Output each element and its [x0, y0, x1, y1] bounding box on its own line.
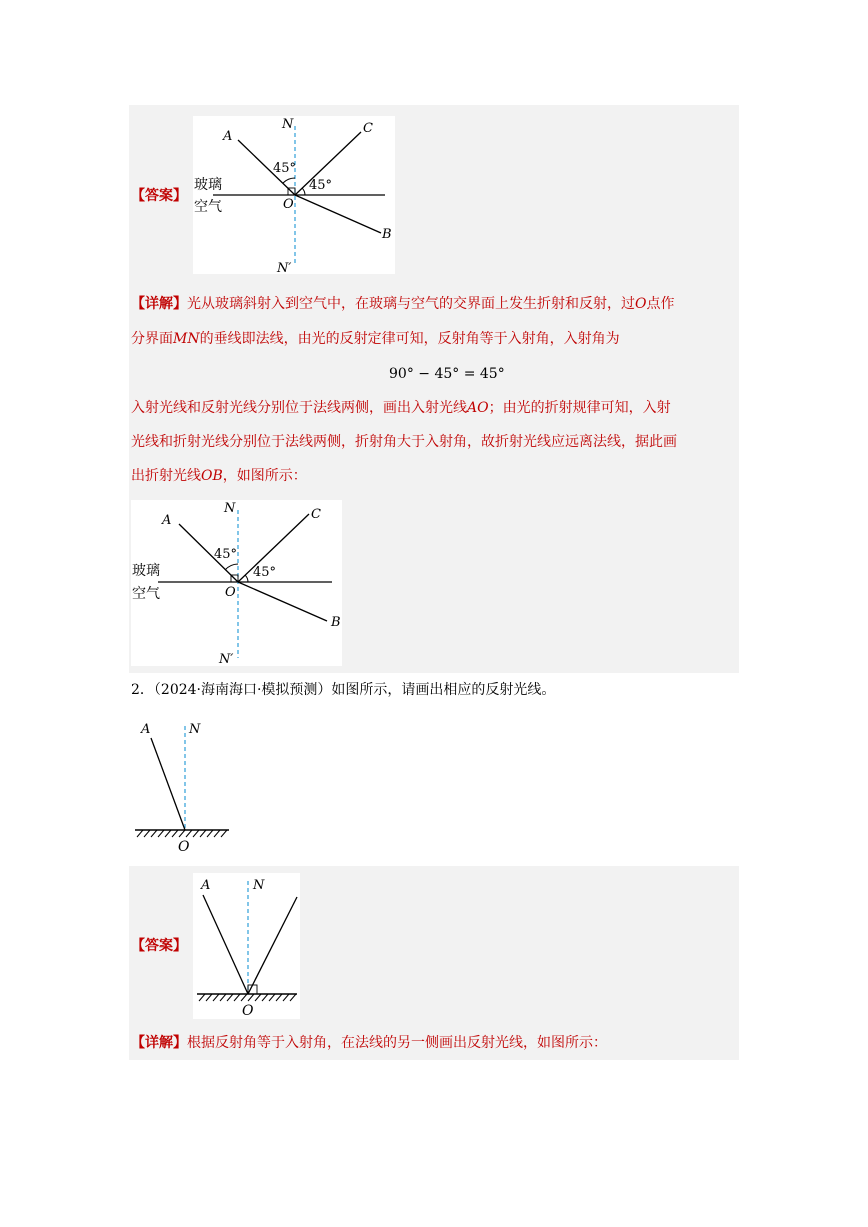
- label-B: B: [382, 227, 392, 242]
- question-2-figure: [131, 718, 235, 858]
- svg-text:O: O: [225, 585, 236, 600]
- svg-text:A: A: [162, 513, 172, 528]
- a2-label-O: O: [242, 1003, 254, 1019]
- label-C: C: [363, 121, 373, 136]
- q2-label-A: A: [141, 722, 151, 737]
- label-N: N: [282, 117, 294, 132]
- angle-incidence-label: 45°: [273, 161, 297, 176]
- svg-text:N′: N′: [219, 652, 234, 666]
- angle-reflection-label: 45°: [309, 178, 333, 193]
- label-O: O: [283, 197, 294, 212]
- medium-bottom-label: 空气: [194, 199, 222, 215]
- detail-line-3: 入射光线和反射光线分别位于法线两侧，画出入射光线AO；由光的折射规律可知，入射: [131, 400, 671, 416]
- q2-label-N: N: [189, 722, 201, 737]
- question-2: 2．（2024·海南海口·模拟预测）如图所示，请画出相应的反射光线。: [131, 682, 556, 698]
- medium-top-label: 玻璃: [194, 177, 222, 193]
- label-A: A: [223, 129, 233, 144]
- detail-figure-1: [131, 500, 342, 666]
- answer-figure-1: [193, 116, 395, 274]
- detail-line-2: 分界面MN的垂线即法线，由光的反射定律可知，反射角等于入射角，入射角为: [131, 331, 620, 347]
- a2-label-N: N: [253, 878, 265, 893]
- answer-2-figure: [193, 873, 300, 1019]
- detail-line-5: 出折射光线OB，如图所示：: [131, 468, 307, 484]
- svg-text:B: B: [331, 615, 341, 630]
- answer-label-1: 【答案】: [131, 188, 187, 204]
- label-N-prime: N′: [277, 261, 292, 274]
- detail-line-1: 【详解】光从玻璃斜射入到空气中，在玻璃与空气的交界面上发生折射和反射，过O点作: [131, 296, 675, 312]
- answer-label-2: 【答案】: [131, 938, 187, 954]
- svg-text:N: N: [224, 501, 236, 516]
- refracted-ray: [295, 195, 381, 233]
- detail-line-4: 光线和折射光线分别位于法线两侧，折射角大于入射角，故折射光线应远离法线，据此画: [131, 434, 677, 450]
- q2-label-O: O: [178, 839, 190, 855]
- svg-text:空气: 空气: [132, 586, 160, 602]
- a2-label-A: A: [201, 878, 211, 893]
- detail-2: 【详解】根据反射角等于入射角，在法线的另一侧画出反射光线，如图所示：: [131, 1035, 607, 1051]
- svg-text:45°: 45°: [214, 547, 238, 562]
- svg-text:45°: 45°: [253, 565, 277, 580]
- svg-text:C: C: [311, 507, 321, 522]
- svg-text:玻璃: 玻璃: [132, 563, 160, 579]
- equation: 90° − 45° = 45°: [389, 366, 505, 382]
